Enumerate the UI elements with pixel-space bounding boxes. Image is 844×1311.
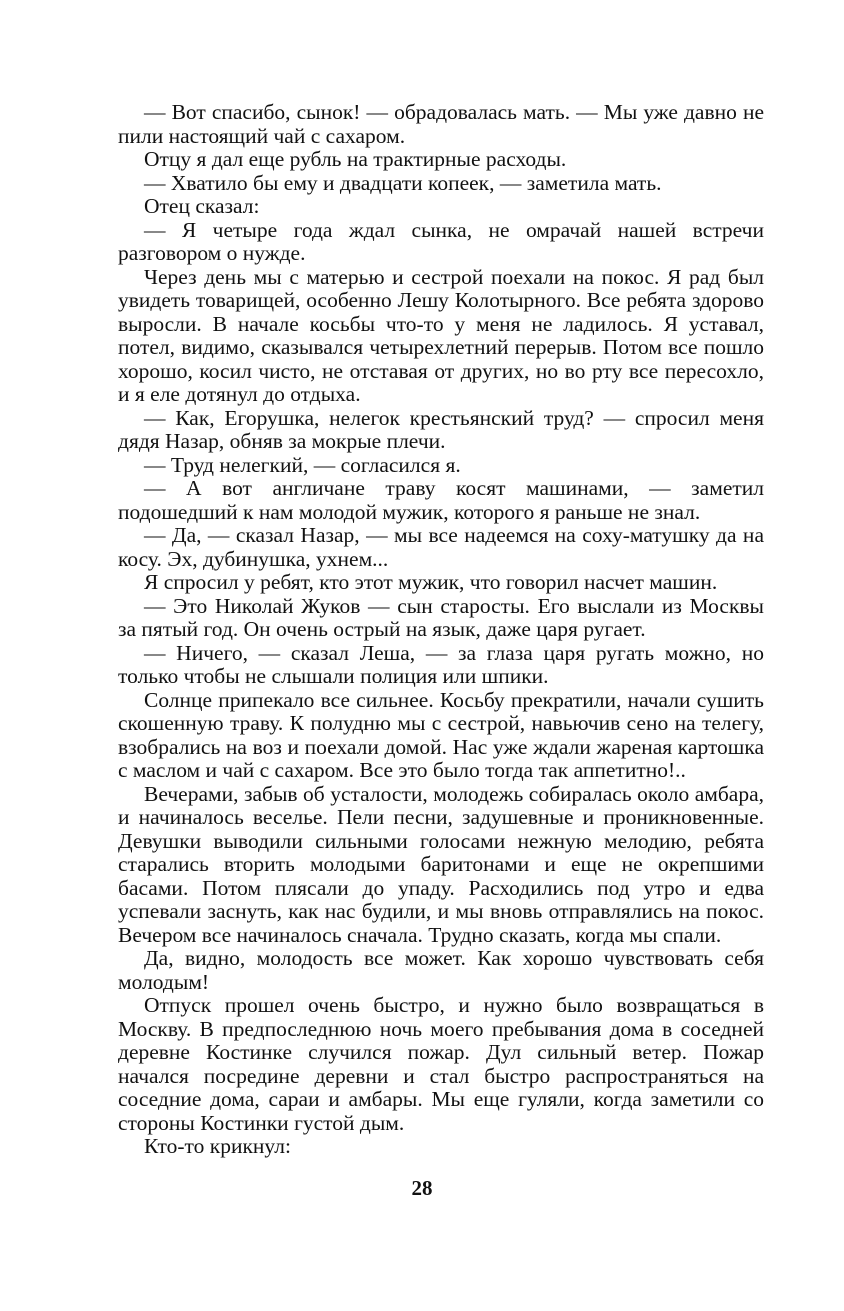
paragraph: Отцу я дал еще рубль на трактирные расходы. [144, 147, 567, 171]
paragraph: — Вот спасибо, сынок! — обрадовалась мать. — Мы уже давно не пили настоящий чай с сахаром. [118, 100, 764, 148]
page-number: 28 [411, 1176, 433, 1200]
paragraph: Отец сказал: [144, 194, 260, 218]
paragraph: — Да, — сказал Назар, — мы все надеемся на соху-матушку да на косу. Эх, дубинушка, ухнем... [118, 523, 764, 571]
paragraph: Да, видно, молодость все может. Как хорошо чувствовать себя молодым! [118, 946, 764, 994]
paragraph: — Я четыре года ждал сынка, не омрачай нашей встречи разговором о нужде. [118, 217, 764, 265]
paragraph: — Хватило бы ему и двадцати копеек, — заметила мать. [144, 170, 662, 195]
paragraph: Солнце припекало все сильнее. Косьбу прекратили, начали сушить скошенную траву. К полудню мы с сестрой, навьючив сено на телегу, взобрались на воз и поехали домой. Нас уже ждали жареная картошка с маслом и чай с сахаром. Все это было тогда так аппетитно!.. [118, 687, 764, 782]
paragraph: Через день мы с матерью и сестрой поехали на покос. Я рад был увидеть товарищей, особенно Лешу Колотырного. Все ребята здорово выросли. В начале косьбы что-то у меня не ладилось. Я уставал, потел, видимо, сказывался четырехлетний перерыв. Потом все пошло хорошо, косил чисто, не отставая от других, но во рту все пересохло, и я еле дотянул до отдыха. [118, 264, 764, 406]
paragraph: Вечерами, забыв об усталости, молодежь собиралась около амбара, и начиналось веселье. Пели песни, задушевные и проникновенные. Девушки выводили сильными голосами нежную мелодию, ребята старались вторить молодыми баритонами и еще не окрепшими басами. Потом плясали до упаду. Расходились под утро и едва успевали заснуть, как нас будили, и мы вновь отправлялись на покос. Вечером все начиналось сначала. Трудно сказать, когда мы спали. [118, 781, 764, 947]
paragraph: — А вот англичане траву косят машинами, — заметил подошедший к нам молодой мужик, которого я раньше не знал. [118, 476, 764, 524]
paragraph: — Как, Егорушка, нелегок крестьянский труд? — спросил меня дядя Назар, обняв за мокрые плечи. [118, 405, 764, 453]
paragraph: — Это Николай Жуков — сын старосты. Его выслали из Москвы за пятый год. Он очень острый на язык, даже царя ругает. [118, 593, 764, 641]
paragraph: — Труд нелегкий, — согласился я. [144, 452, 461, 477]
paragraph: — Ничего, — сказал Леша, — за глаза царя ругать можно, но только чтобы не слышали полиция или шпики. [118, 640, 764, 688]
paragraph: Я спросил у ребят, кто этот мужик, что говорил насчет машин. [144, 570, 718, 594]
body-text [118, 101, 764, 1159]
paragraph: Кто-то крикнул: [144, 1134, 291, 1158]
paragraph: Отпуск прошел очень быстро, и нужно было возвращаться в Москву. В предпоследнюю ночь моего пребывания дома в соседней деревне Костинке случился пожар. Дул сильный ветер. Пожар начался посредине деревни и стал быстро распространяться на соседние дома, сараи и амбары. Мы еще гуляли, когда заметили со стороны Костинки густой дым. [118, 993, 764, 1135]
